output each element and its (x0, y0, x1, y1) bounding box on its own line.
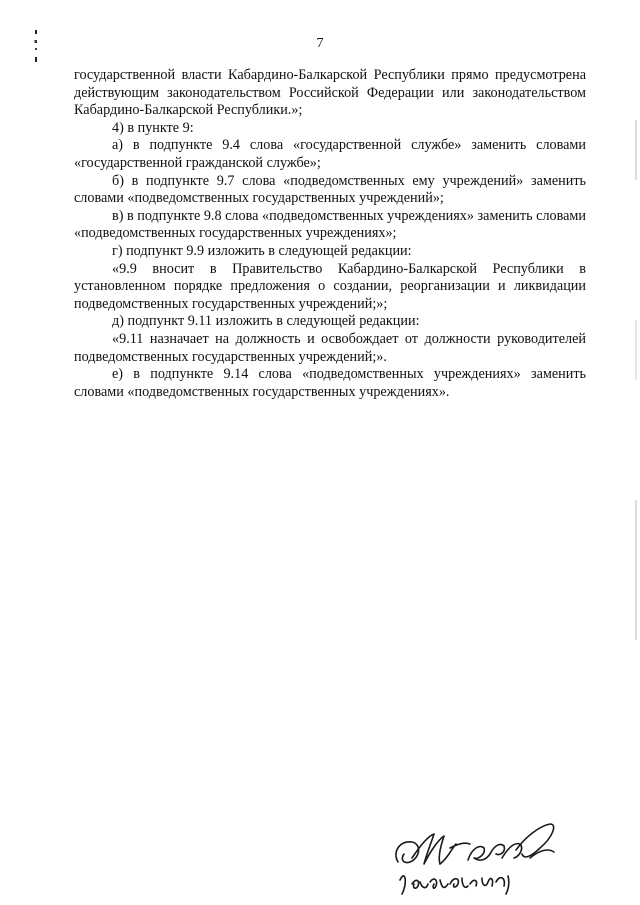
paragraph: в) в подпункте 9.8 слова «подведомственных учреждениях» заменить словами «подведомственных государственных учреждениях»; (74, 207, 586, 242)
paragraph: 4) в пункте 9: (112, 119, 194, 136)
handwritten-signature (390, 818, 570, 900)
page-number: 7 (316, 36, 324, 51)
paragraph: д) подпункт 9.11 изложить в следующей редакции: (112, 313, 420, 330)
paragraph: «9.11 назначает на должность и освобождает от должности руководителей подведомственных государственных учреждений;». (74, 330, 586, 365)
paragraph: «9.9 вносит в Правительство Кабардино-Балкарской Республики в установленном порядке предложения о создании, реорганизации и ликвидации подведомственных государственных учреждений;»; (74, 260, 586, 312)
scan-edge-marks (634, 120, 638, 640)
paragraph: а) в подпункте 9.4 слова «государственной службе» заменить словами «государственной гражданской службе»; (74, 137, 586, 171)
paragraph: б) в подпункте 9.7 слова «подведомственных ему учреждений» заменить словами «подведомственных государственных учреждений»; (74, 172, 586, 207)
paragraph: г) подпункт 9.9 изложить в следующей редакции: (112, 242, 412, 259)
paragraph: государственной власти Кабардино-Балкарской Республики прямо предусмотрена действующим законодательством Российской Федерации или законодательством Кабардино-Балкарской Республики.»; (74, 67, 586, 119)
paragraph: е) в подпункте 9.14 слова «подведомственных учреждениях» заменить словами «подведомственных государственных учреждениях». (74, 366, 586, 400)
document-body (74, 67, 586, 401)
